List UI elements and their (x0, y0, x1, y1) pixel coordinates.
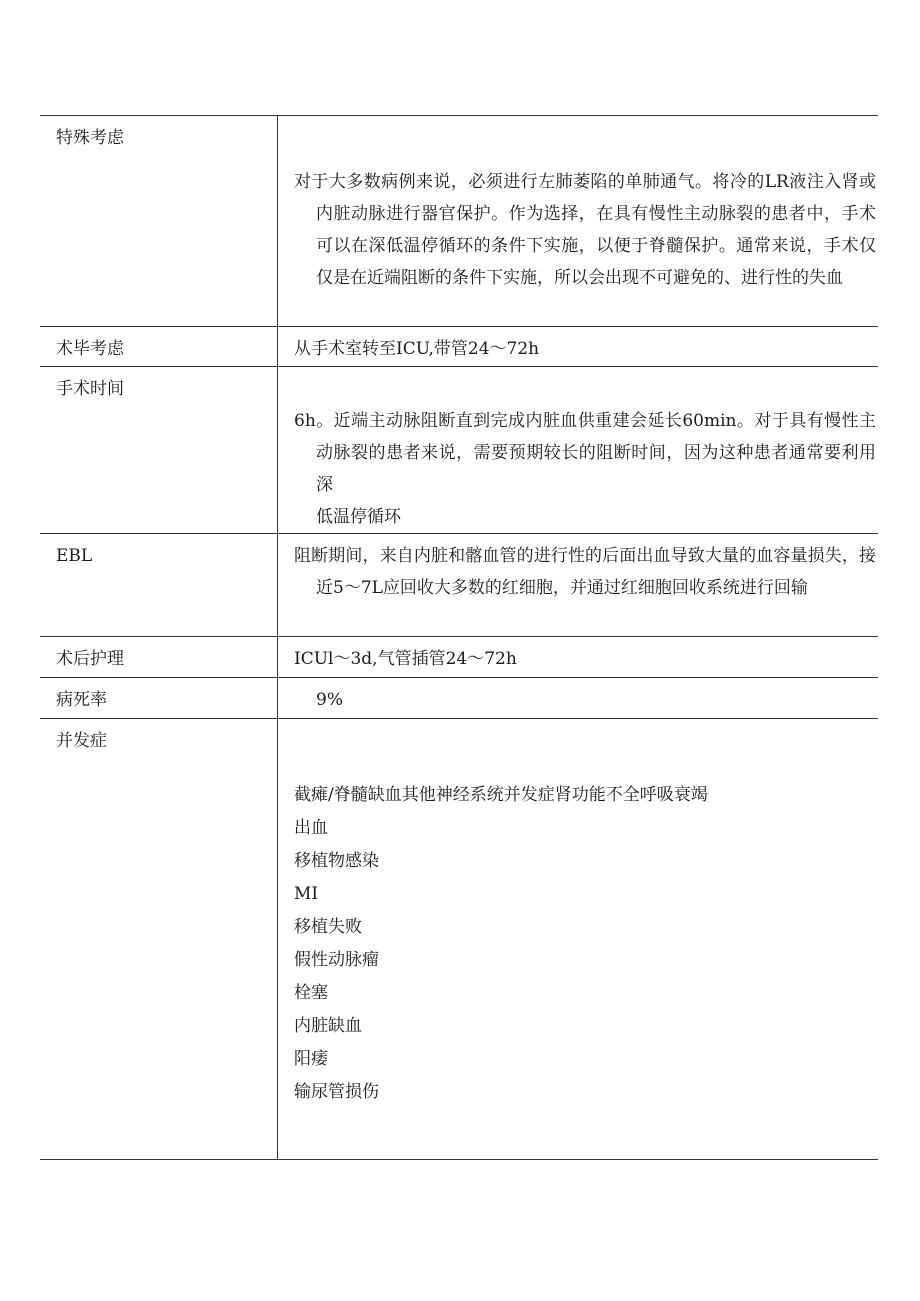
operation-time-text: 6h。近端主动脉阻断直到完成内脏血供重建会延长60min。对于具有慢性主动脉裂的患者来说，需要预期较长的阻断时间，因为这种患者通常要利用深 (294, 411, 876, 495)
ebl-text: 阻断期间，来自内脏和髂血管的进行性的后面出血导致大量的血容量损失，接近5～7L应回收大多数的红细胞，并通过红细胞回收系统进行回输 (294, 546, 876, 598)
complications-list (294, 779, 876, 1109)
row-post-op-considerations (40, 327, 878, 367)
list-item: 移植失败 (294, 917, 362, 937)
row-label: EBL (56, 546, 93, 566)
row-complications (40, 719, 878, 1160)
row-special-considerations (40, 116, 878, 327)
list-item: 假性动脉瘤 (294, 950, 379, 970)
surgery-info-table (40, 115, 878, 1160)
list-item: 栓塞 (294, 983, 328, 1003)
row-label: 手术时间 (56, 379, 124, 399)
special-considerations-text: 对于大多数病例来说，必须进行左肺萎陷的单肺通气。将冷的LR液注入肾或内脏动脉进行器官保护。作为选择，在具有慢性主动脉裂的患者中，手术可以在深低温停循环的条件下实施，以便于脊髓保护。通常来说，手术仅仅是在近端阻断的条件下实施，所以会出现不可避免的、进行性的失血 (294, 172, 876, 288)
row-mortality (40, 678, 878, 719)
row-label: 术后护理 (56, 649, 124, 669)
post-op-care-text: ICUl～3d,气管插管24～72h (294, 649, 517, 669)
list-item: 内脏缺血 (294, 1016, 362, 1036)
list-item: 阳痿 (294, 1049, 328, 1069)
list-item: 截瘫/脊髓缺血其他神经系统并发症肾功能不全呼吸衰竭 (294, 785, 708, 805)
list-item: 移植物感染 (294, 851, 379, 871)
row-operation-time (40, 367, 878, 534)
list-item: 出血 (294, 818, 328, 838)
row-label: 病死率 (56, 690, 107, 710)
row-label: 术毕考虑 (56, 339, 124, 359)
post-op-considerations-text: 从手术室转至ICU,带管24～72h (294, 339, 540, 359)
mortality-text: 9% (316, 690, 343, 710)
list-item: MI (294, 884, 319, 904)
row-ebl (40, 534, 878, 637)
row-label: 特殊考虑 (56, 128, 124, 148)
row-label: 并发症 (56, 731, 107, 751)
list-item: 输尿管损伤 (294, 1082, 379, 1102)
row-post-op-care (40, 637, 878, 678)
operation-time-extra: 低温停循环 (316, 507, 401, 527)
